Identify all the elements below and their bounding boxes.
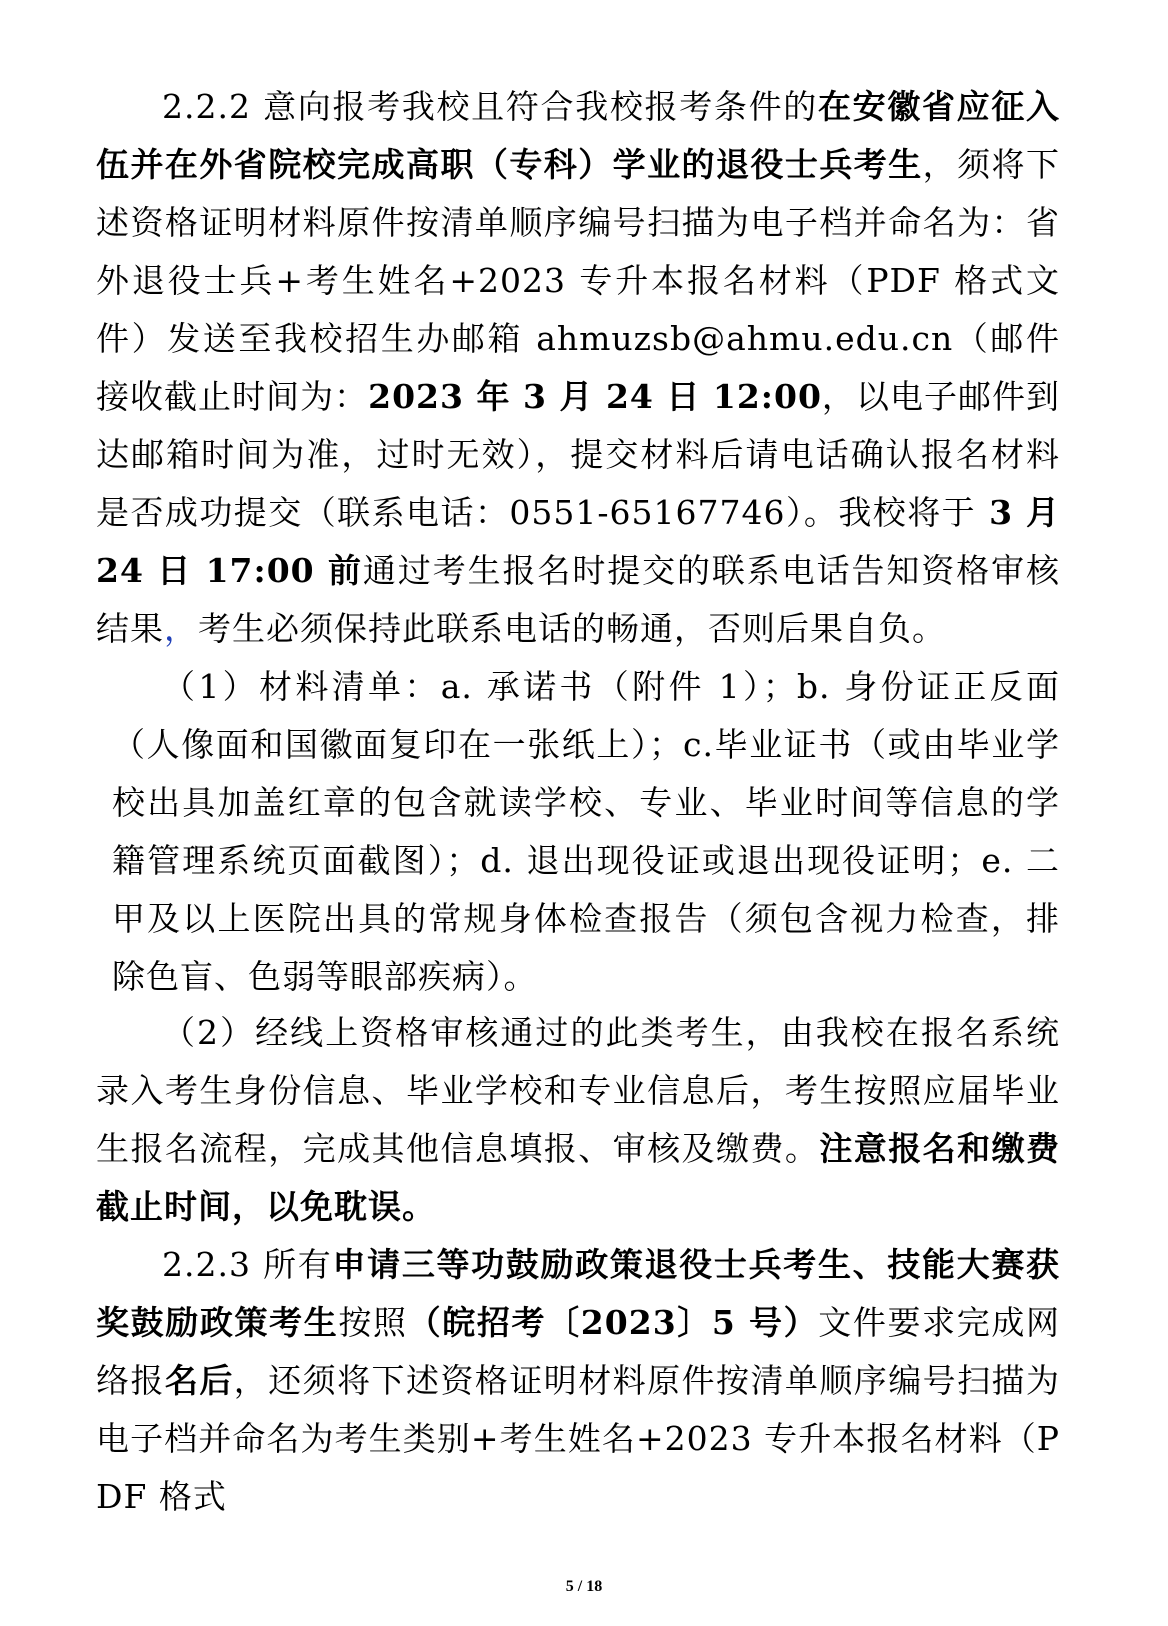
materials-list-item-2 (96, 1004, 1060, 1236)
materials-list-item-1 (112, 658, 1060, 1006)
bold-text-run: 申请三等功鼓励政策退役士兵考生、技能大赛获奖鼓励政策考生 (96, 1245, 1060, 1342)
blue-comma: ， (164, 609, 198, 648)
bold-deadline: 2023 年 3 月 24 日 12:00 (368, 377, 822, 416)
paragraph-2-2-3 (96, 1236, 1060, 1526)
page-number: 5 / 18 (565, 1578, 603, 1595)
bold-text-run: 名后 (164, 1361, 234, 1400)
text-run: （1）材料清单：a. 承诺书（附件 1）；b. 身份证正反面（人像面和国徽面复印在一张纸上）；c.毕业证书（或由毕业学校出具加盖红章的包含就读学校、专业、毕业时间等信息的学籍管理系统页面截图）；d. 退出现役证或退出现役证明；e. 二甲及以上医院出具的常规身体检查报告（须包含视力检查，排除色盲、色弱等眼部疾病）。 (112, 667, 1060, 996)
bold-notice: 注意报名和缴费截止时间，以免耽误。 (96, 1129, 1061, 1226)
text-run: ，还须将下述资格证明材料原件按清单顺序编号扫描为电子档并命名为考生类别+考生姓名+2023 专升本报名材料（PDF 格式 (96, 1361, 1061, 1516)
text-run: 通过考生报名时提交的联系电话告知资格审核结果 (96, 551, 1061, 648)
bold-deadline: 3 月 24 日 17:00 前 (96, 493, 1060, 590)
text-run: 文件要求完成网络报 (96, 1303, 1061, 1400)
text-run: 2.2.3 所有 (162, 1245, 333, 1284)
paragraph-2-2-2 (96, 78, 1060, 658)
text-run: ，须将下述资格证明材料原件按清单顺序编号扫描为电子档并命名为：省外退役士兵+考生姓名+2023 专升本报名材料（PDF 格式文件）发送至我校招生办邮箱 ahmuzsb@ahmu.edu.cn（邮件接收截止时间为： (96, 145, 1061, 416)
text-run: 考生必须保持此联系电话的畅通，否则后果自负。 (198, 609, 946, 648)
bold-doc-reference: （皖招考〔2023〕5 号） (407, 1303, 819, 1342)
text-run: 2.2.2 意向报考我校且符合我校报考条件的 (162, 87, 818, 126)
text-run: 按照 (338, 1303, 408, 1342)
text-run: ，以电子邮件到达邮箱时间为准，过时无效），提交材料后请电话确认报名材料是否成功提交（联系电话：0551-65167746）。我校将于 (96, 377, 1061, 532)
bold-text-run: 在安徽省应征入伍并在外省院校完成高职（专科）学业的退役士兵考生 (96, 87, 1060, 184)
text-run: （2）经线上资格审核通过的此类考生，由我校在报名系统录入考生身份信息、毕业学校和专业信息后，考生按照应届毕业生报名流程，完成其他信息填报、审核及缴费。 (96, 1013, 1060, 1168)
